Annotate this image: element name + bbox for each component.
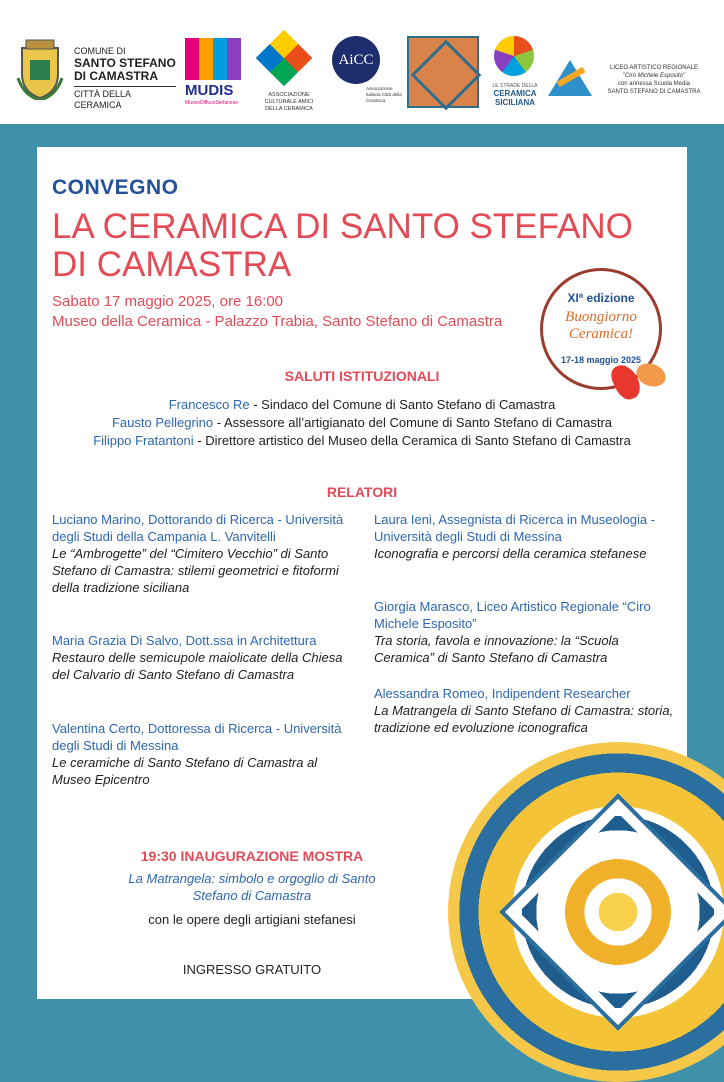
speaker-name: Francesco Re [168, 397, 250, 412]
relatore-item [374, 598, 682, 666]
relatore-talk: Le “Ambrogette” del “Cimitero Vecchio” di Santo Stefano di Camastra: stilemi geometrici e fitoformi della tradizione siciliana [52, 546, 339, 595]
relatori-heading: RELATORI [326, 484, 398, 500]
inaug-title: 19:30 INAUGURAZIONE MOSTRA [140, 848, 364, 864]
kicker: CONVEGNO [52, 176, 179, 199]
relatore-name: Valentina Certo, Dottoressa di Ricerca - Università degli Studi di Messina [52, 721, 342, 753]
comune-logo [16, 34, 176, 110]
relatore-talk: La Matrangela di Santo Stefano di Camastra: storia, tradizione ed evoluzione iconografica [374, 703, 674, 735]
badge-dates: 17-18 maggio 2025 [560, 355, 642, 365]
page-title: LA CERAMICA DI SANTO STEFANO DI CAMASTRA [52, 207, 633, 284]
inaugurazione [37, 848, 467, 927]
relatore-talk: Le ceramiche di Santo Stefano di Camastra al Museo Epicentro [52, 755, 318, 787]
list-item [37, 432, 687, 450]
ceramic-tile-icon [407, 36, 479, 108]
speaker-name: Fausto Pellegrino [111, 415, 214, 430]
liceo-line4: SANTO STEFANO DI CAMASTRA [607, 89, 701, 95]
event-venue: Museo della Ceramica - Palazzo Trabia, Santo Stefano di Camastra [52, 313, 503, 330]
list-item [37, 396, 687, 414]
liceo-logo [548, 34, 712, 110]
strade-logo [488, 34, 542, 110]
relatore-item [52, 511, 357, 596]
badge-edition: XIª edizione [567, 291, 635, 305]
speaker-role: - Sindaco del Comune di Santo Stefano di Camastra [249, 397, 556, 412]
liceo-line3: con annessa Scuola Media [617, 81, 691, 87]
relatore-name: Giorgia Marasco, Liceo Artistico Regionale “Ciro Michele Esposito” [374, 599, 651, 631]
comune-line1: COMUNE DI [74, 46, 126, 56]
mudis-logo [185, 34, 243, 110]
speaker-role: - Direttore artistico del Museo della Ceramica di Santo Stefano di Camastra [193, 433, 631, 448]
relatore-item [374, 511, 682, 562]
relatore-name: Laura Ieni, Assegnista di Ricerca in Museologia - Università degli Studi di Messina [374, 512, 656, 544]
relatore-name: Maria Grazia Di Salvo, Dott.ssa in Architettura [52, 633, 317, 648]
amici-logo [258, 34, 320, 110]
amici-text: ASSOCIAZIONE CULTURALE AMICI DELLA CERAMICA [264, 92, 314, 112]
relatore-name: Alessandra Romeo, Indipendent Researcher [374, 686, 631, 701]
crest-icon [16, 38, 64, 100]
comune-line4: CITTÀ DELLA CERAMICA [74, 86, 176, 111]
aicc-logo [330, 34, 400, 110]
mudis-name: MUDIS [185, 82, 234, 99]
inaug-other: con le opere degli artigiani stefanesi [148, 912, 356, 927]
aicc-text: Associazione Italiana Città della Ceramica [366, 86, 402, 103]
saluti-list [37, 396, 687, 450]
strade-bottom: CERAMICA SICILIANA [493, 89, 537, 107]
tile-logo [407, 34, 481, 110]
speaker-role: - Assessore all’artigianato del Comune di Santo Stefano di Camastra [213, 415, 613, 430]
saluti-heading: SALUTI ISTITUZIONALI [284, 368, 440, 384]
speaker-name: Filippo Fratantoni [93, 433, 194, 448]
relatore-talk: Restauro delle semicupole maiolicate della Chiesa del Calvario di Santo Stefano di Camastra [52, 650, 343, 682]
badge-name: Buongiorno Ceramica! [565, 309, 637, 342]
comune-line3: DI CAMASTRA [74, 69, 158, 83]
relatore-talk: Iconografia e percorsi della ceramica stefanese [374, 546, 647, 561]
mudis-mark-icon [185, 38, 241, 80]
relatore-item [374, 685, 682, 736]
event-info [52, 292, 502, 332]
logo-bar [0, 0, 724, 124]
list-item [37, 414, 687, 432]
ingresso-gratuito: INGRESSO GRATUITO [182, 962, 322, 977]
mudis-sub: MuseoDiffusoStefanese [185, 100, 238, 106]
relatore-item [52, 632, 357, 683]
inaug-subtitle: La Matrangela: simbolo e orgoglio di Santo Stefano di Camastra [128, 871, 376, 903]
relatore-item [52, 720, 357, 788]
amici-mark-icon [256, 30, 313, 87]
relatore-talk: Tra storia, favola e innovazione: la “Scuola Ceramica” di Santo Stefano di Camastra [374, 633, 619, 665]
aicc-name: AiCC [332, 36, 380, 84]
comune-line2: SANTO STEFANO [74, 56, 176, 70]
liceo-line1: LICEO ARTISTICO REGIONALE [610, 65, 698, 71]
liceo-line2: "Ciro Michele Esposito" [622, 73, 686, 79]
relatore-name: Luciano Marino, Dottorando di Ricerca - Università degli Studi della Campania L. Vanvitelli [52, 512, 344, 544]
event-date: Sabato 17 maggio 2025, ore 16:00 [52, 293, 284, 310]
strade-top: LE STRADE DELLA [492, 83, 538, 89]
flower-icon [494, 36, 534, 76]
